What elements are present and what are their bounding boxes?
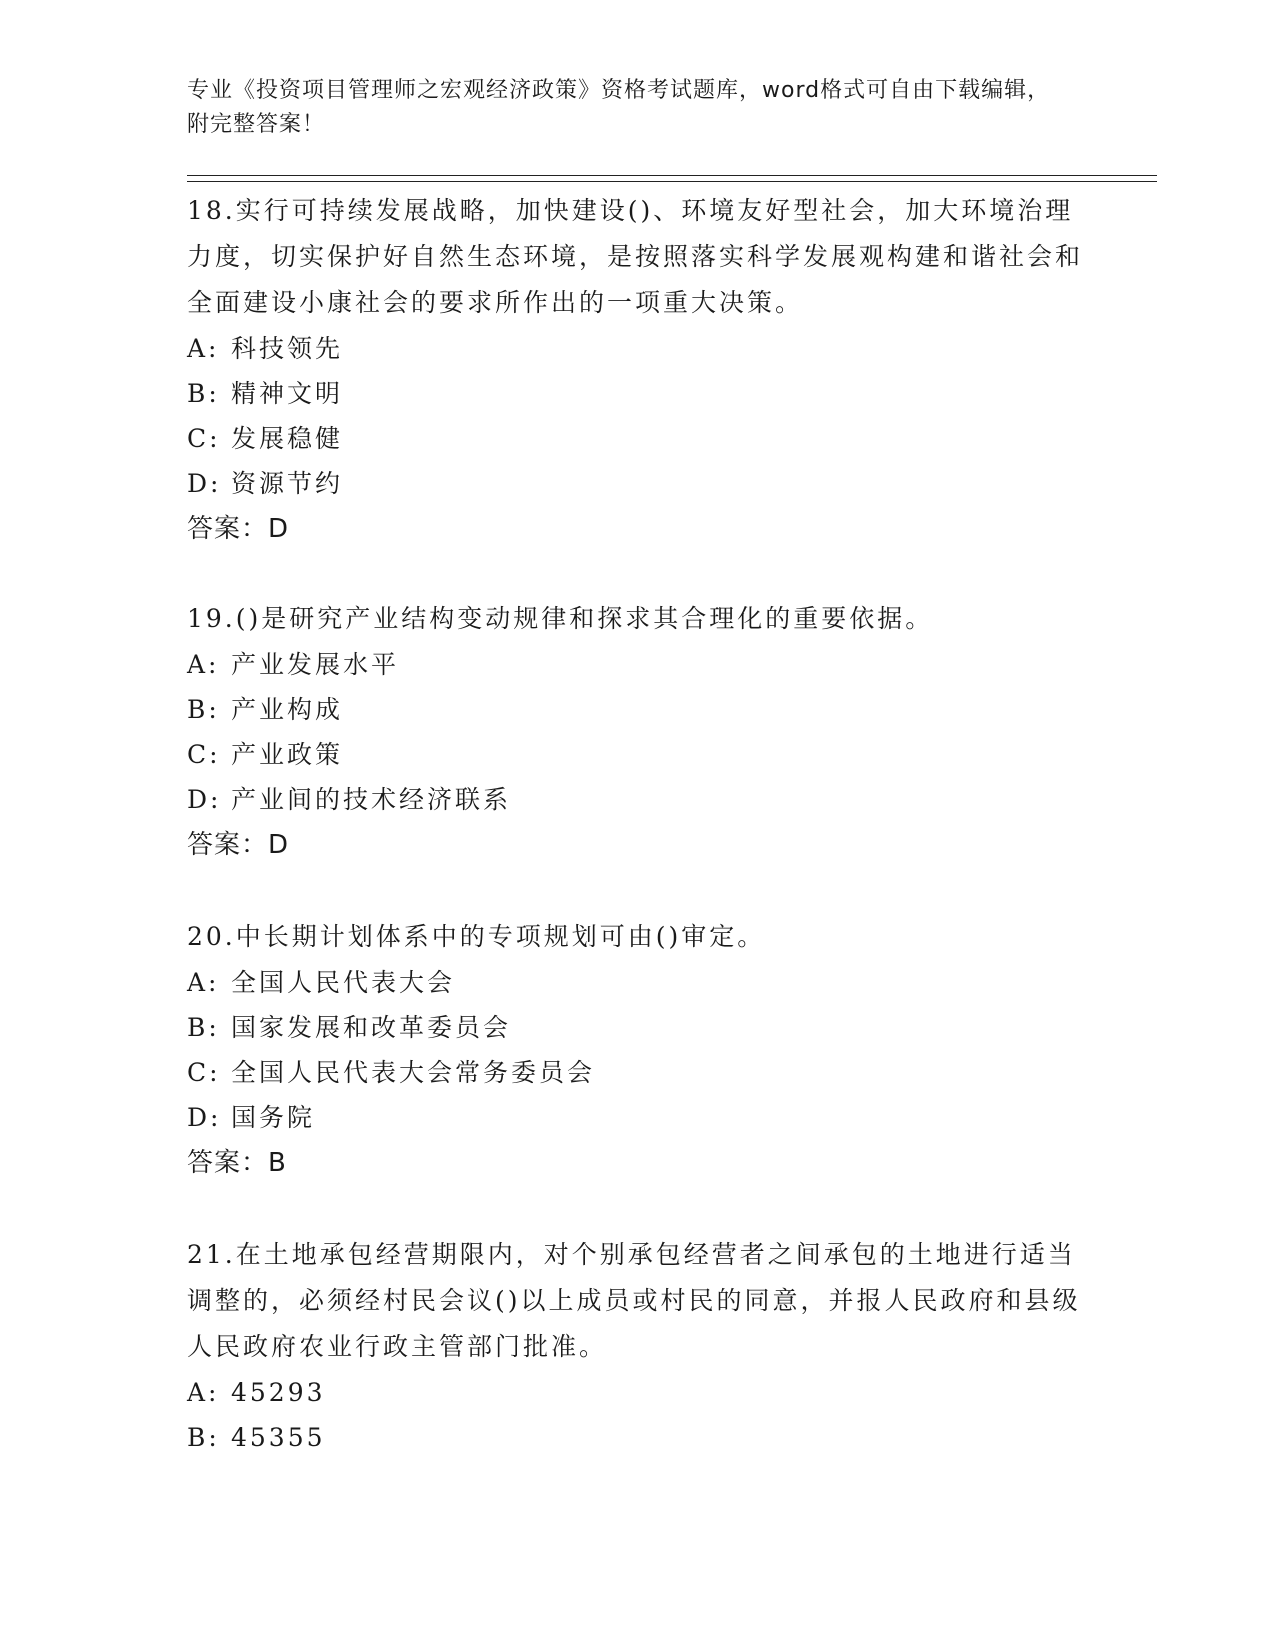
header-divider-top bbox=[187, 175, 1157, 176]
option-text: 国务院 bbox=[231, 1103, 316, 1132]
option-a bbox=[187, 960, 1087, 1005]
question-19 bbox=[187, 596, 1087, 868]
option-text: 45293 bbox=[231, 1378, 326, 1407]
question-21 bbox=[187, 1232, 1087, 1460]
option-text: 产业间的技术经济联系 bbox=[231, 785, 512, 814]
option-text: 45355 bbox=[231, 1423, 326, 1452]
option-b bbox=[187, 1005, 1087, 1050]
question-18 bbox=[187, 188, 1087, 552]
header-divider-bottom bbox=[187, 181, 1157, 182]
option-c bbox=[187, 1050, 1087, 1095]
option-key: B: bbox=[187, 1423, 220, 1452]
option-d bbox=[187, 1095, 1087, 1140]
option-key: A: bbox=[187, 650, 220, 679]
answer-line: 答案：D bbox=[187, 830, 290, 860]
option-key: B: bbox=[187, 379, 220, 408]
option-c bbox=[187, 416, 1087, 461]
option-a bbox=[187, 642, 1087, 687]
option-text: 全国人民代表大会 bbox=[231, 968, 456, 997]
option-b bbox=[187, 687, 1087, 732]
option-text: 产业发展水平 bbox=[231, 650, 400, 679]
option-key: B: bbox=[187, 1013, 220, 1042]
option-text: 国家发展和改革委员会 bbox=[231, 1013, 512, 1042]
option-text: 产业政策 bbox=[231, 740, 344, 769]
option-text: 发展稳健 bbox=[231, 424, 344, 453]
answer-line: 答案：D bbox=[187, 514, 290, 544]
option-key: A: bbox=[187, 334, 220, 363]
option-d bbox=[187, 777, 1087, 822]
option-key: A: bbox=[187, 1378, 220, 1407]
option-a bbox=[187, 326, 1087, 371]
option-b bbox=[187, 1415, 1087, 1460]
option-b bbox=[187, 371, 1087, 416]
question-text: 21.在土地承包经营期限内，对个别承包经营者之间承包的土地进行适当调整的，必须经村民会议()以上成员或村民的同意，并报人民政府和县级人民政府农业行政主管部门批准。 bbox=[187, 1240, 1081, 1361]
option-text: 产业构成 bbox=[231, 695, 344, 724]
option-text: 资源节约 bbox=[231, 469, 344, 498]
option-d bbox=[187, 461, 1087, 506]
question-20 bbox=[187, 914, 1087, 1186]
option-text: 全国人民代表大会常务委员会 bbox=[231, 1058, 596, 1087]
option-c bbox=[187, 732, 1087, 777]
option-key: C: bbox=[187, 1058, 221, 1087]
document-header: 专业《投资项目管理师之宏观经济政策》资格考试题库，word格式可自由下载编辑，附完整答案！ bbox=[187, 78, 1051, 137]
option-text: 精神文明 bbox=[231, 379, 344, 408]
option-key: C: bbox=[187, 424, 221, 453]
option-key: C: bbox=[187, 740, 221, 769]
option-key: A: bbox=[187, 968, 220, 997]
question-text: 20.中长期计划体系中的专项规划可由()审定。 bbox=[187, 922, 766, 951]
answer-line: 答案：B bbox=[187, 1148, 287, 1178]
option-key: D: bbox=[187, 785, 222, 814]
question-text: 19.()是研究产业结构变动规律和探求其合理化的重要依据。 bbox=[187, 604, 934, 633]
option-key: D: bbox=[187, 1103, 222, 1132]
question-text: 18.实行可持续发展战略，加快建设()、环境友好型社会，加大环境治理力度，切实保护好自然生态环境，是按照落实科学发展观构建和谐社会和全面建设小康社会的要求所作出的一项重大决策。 bbox=[187, 196, 1084, 317]
option-a bbox=[187, 1370, 1087, 1415]
option-key: D: bbox=[187, 469, 222, 498]
option-key: B: bbox=[187, 695, 220, 724]
option-text: 科技领先 bbox=[231, 334, 344, 363]
